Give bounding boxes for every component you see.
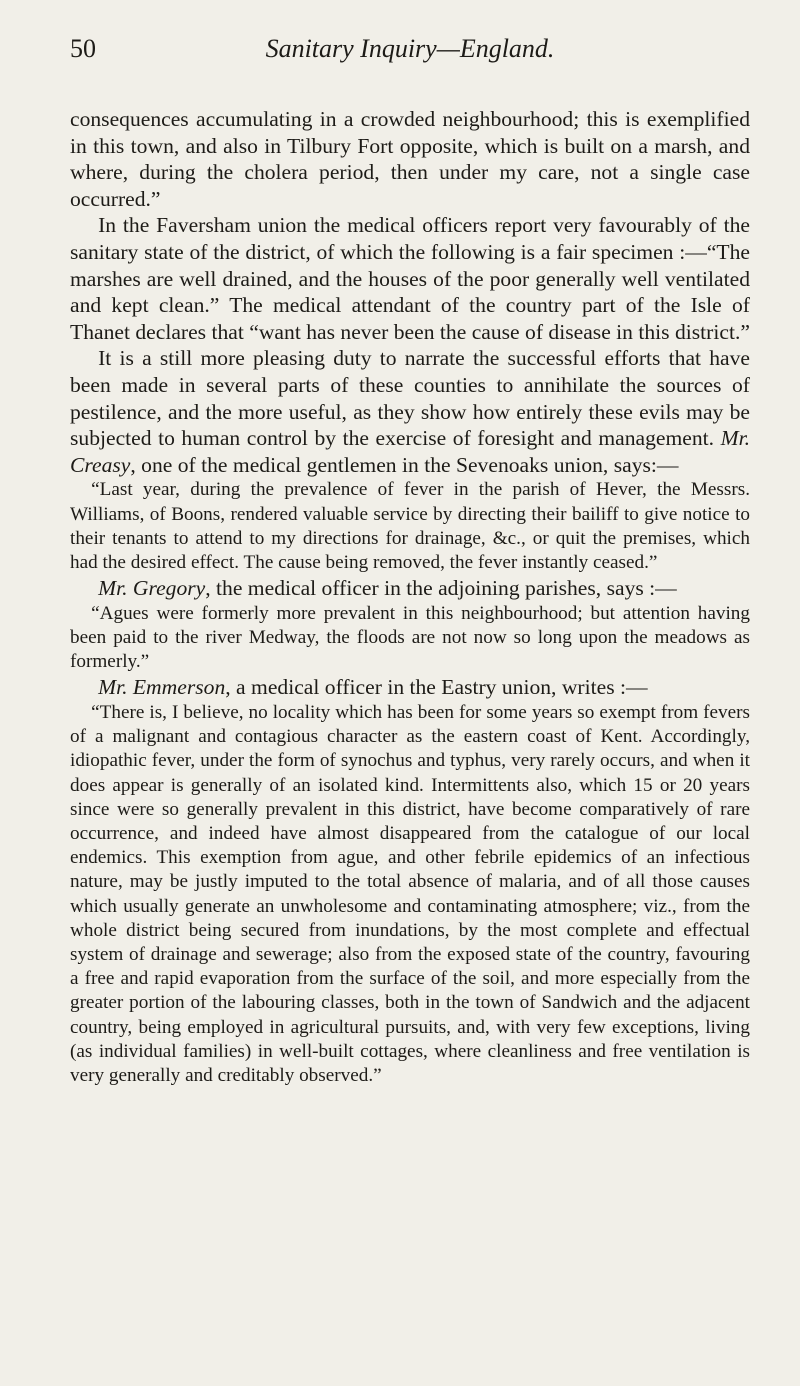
paragraph-creasy-intro [70,345,750,478]
quote-emmerson [70,701,750,1088]
paragraph-faversham [70,212,750,345]
page-body [70,106,750,1088]
text-run: “Last year, during the prevalence of fever in the parish of Hever, the Messrs. Williams, of Boons, rendered valuable service by directing their bailiff to give notice to their tenants to attend to my directions for drainage, &c., or quit the premises, which had the desired effect. The cause being removed, the fever instantly ceased.” [70,479,750,573]
text-run: consequences accumulating in a crowded neighbourhood; this is exemplified in this town, and also in Tilbury Fort opposite, which is built on a marsh, and where, during the cholera period, then under my care, not a single case occurred.” [70,107,750,211]
text-run: , one of the medical gentlemen in the Sevenoaks union, says:— [130,452,679,477]
text-run: In the Faversham union the medical officers report very favourably of the sanitary state of the district, of which the following is a fair specimen :—“The marshes are well drained, and the houses of the poor generally well ventilated and kept clean.” The medical attendant of the country part of the Isle of Thanet declares that “want has never been the cause of disease in this district.” [70,213,750,344]
person-name: Mr. Emmerson [98,675,226,700]
text-run: “There is, I believe, no locality which has been for some years so exempt from fevers of a malignant and contagious character as the eastern coast of Kent. Accordingly, idiopathic fever, under the form of synochus and typhus, very rarely occurs, and when it does appear is generally of an isolated kind. Intermittents also, which 15 or 20 years since were so generally prevalent in this district, have become comparatively of rare occurrence, and indeed have almost disappeared from the catalogue of our local endemics. This exemption from ague, and other febrile epidemics of an infectious nature, may be justly imputed to the total absence of malaria, and of all those causes which usually generate an unwholesome and contaminating atmosphere; viz., from the whole district being secured from inundations, by the most complete and effectual system of drainage and sewerage; also from the exposed state of the country, favouring a free and rapid evaporation from the surface of the soil, and more especially from the greater portion of the labouring classes, both in the town of Sandwich and the adjacent country, being employed in agricultural pursuits, and, with very few exceptions, living (as individual families) in well-built cottages, where cleanliness and free ventilation is very generally and creditably observed.” [70,701,750,1086]
paragraph-emmerson-intro [70,674,750,701]
page-number: 50 [70,34,96,63]
text-run: “Agues were formerly more prevalent in this neighbourhood; but attention having been paid to the river Medway, the floods are not now so long upon the meadows as formerly.” [70,602,750,673]
running-head: Sanitary Inquiry—England. [265,34,555,63]
text-run: It is a still more pleasing duty to narrate the successful efforts that have been made in several parts of these counties to annihilate the sources of pestilence, and the more useful, as they show how entirely these evils may be subjected to human control by the exercise of foresight and management. [70,346,750,451]
paragraph-gregory-intro [70,575,750,602]
page-header [70,34,750,74]
quote-gregory [70,602,750,675]
paragraph-continuation [70,106,750,212]
quote-creasy [70,478,750,575]
text-run: , the medical officer in the adjoining parishes, says :— [205,576,677,601]
person-name: Mr. Creasy [70,426,750,477]
person-name: Mr. Gregory [98,576,206,601]
text-run: , a medical officer in the Eastry union, writes :— [225,675,648,700]
